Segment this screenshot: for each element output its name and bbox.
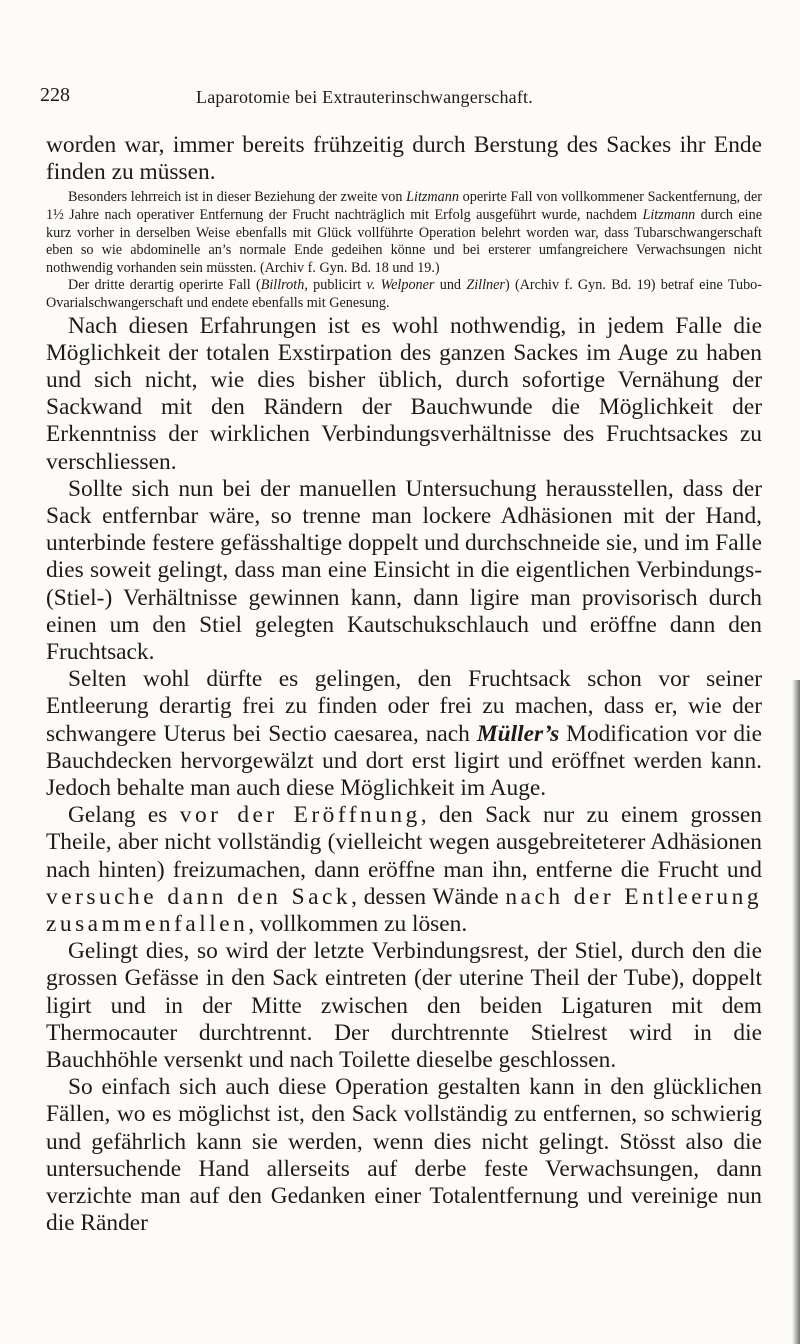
text-run: , vollkommen zu lösen. [248,911,468,938]
text-run: operirte Fall von vollkommener Sackentfernung, der 1½ Jahre nach operativer Entfernung der Frucht nachträglich mit Erfolg ausgeführt wurde, nachdem [46,189,763,223]
emphasis-spaced: vor der Eröffnung [179,802,421,829]
paragraph-5: Sollte sich nun bei der manuellen Untersuchung herausstellen, dass der Sack entfernbar wäre, so trenne man lockere Adhäsionen mit der Hand, unterbinde festere gefässhaltige doppelt und durchschneide sie, und im Falle dies soweit gelingt, dass man eine Einsicht in die eigentlichen Verbindungs- (Stiel-) Verhältnisse gewinnen kann, dann ligire man provisorisch durch einen um den Stiel gelegten Kautschukschlauch und eröffne dann den Fruchtsack. [46,475,762,665]
text-run: Der dritte derartig operirte Fall ( [68,277,261,294]
author-name: Zillner [466,277,505,294]
author-name: Litzmann [642,207,696,223]
paragraph-7 [46,802,762,938]
text-run: Modification vor die Bauchdecken hervorgewälzt und dort erst ligirt und eröffnet werden kann. Jedoch behalte man auch diese Möglichkeit im Auge. [46,720,762,802]
paragraph-2-note [46,189,762,277]
paragraph-9: So einfach sich auch diese Operation gestalten kann in den glücklichen Fällen, wo es möglichst ist, den Sack vollständig zu entfernen, so schwierig und gefährlich kann sie werden, wenn dies nicht gelingt. Stösst also die untersuchende Hand allerseits auf derbe feste Verwachsungen, dann verzichte man auf den Gedanken einer Totalentfernung und vereinige nun die Ränder [46,1074,762,1237]
paragraph-8: Gelingt dies, so wird der letzte Verbindungsrest, der Stiel, durch den die grossen Gefässe in den Sack eintreten (der uterine Theil der Tube), doppelt ligirt und in der Mitte zwischen den beiden Ligaturen mit dem Thermocauter durchtrennt. Der durchtrennte Stielrest wird in die Bauchhöhle versenkt und nach Toilette dieselbe geschlossen. [46,938,762,1074]
text-run: , dessen Wände [351,883,506,910]
paragraph-1: worden war, immer bereits frühzeitig durch Berstung des Sackes ihr Ende finden zu müssen. [46,132,762,186]
running-title: Laparotomie bei Extrauterinschwangerschaft. [196,87,533,107]
paragraph-4: Nach diesen Erfahrungen ist es wohl nothwendig, in jedem Falle die Möglichkeit der totalen Exstirpation des ganzen Sackes im Auge zu haben und sich nicht, wie dies bisher üblich, durch sofortige Vernähung der Sackwand mit den Rändern der Bauchwunde die Möglichkeit der Erkenntniss der wirklichen Verbindungsverhältnisse des Fruchtsackes zu verschliessen. [46,312,762,475]
text-run: Besonders lehrreich ist in dieser Beziehung der zweite von [68,189,407,206]
text-run: durch eine kurz vorher in derselben Weise ebenfalls mit Glück vollführte Operation belehrt worden war, dass Tubarschwangerschaft eben so wie abdominelle an’s normale Ende gedeihen könne und bei ersterer umfangreichere Verwachsungen nicht nothwendig vorhanden sein müssten. (Archiv f. Gyn. Bd. 18 und 19.) [46,207,762,276]
page-number: 228 [40,84,70,106]
text-run: , den Sack nur zu einem grossen Theile, aber nicht vollständig (vielleicht wegen ausgebreiteterer Adhäsionen nach hinten) freizumachen, dann eröffne man ihn, entferne die Frucht und [46,802,763,883]
emphasis-spaced: versuche dann den Sack [46,883,352,910]
emphasis-spaced: nach der Entleerung zusammenfallen [46,883,763,938]
text-run: ) (Archiv f. Gyn. Bd. 19) betraf eine Tubo-Ovarialschwangerschaft und endete ebenfalls mit Genesung. [46,277,762,311]
text-run: und [434,277,467,294]
paragraph-3-note [46,277,762,312]
author-name: Billroth [260,277,305,294]
author-name: v. Welponer [366,277,435,294]
text-body [46,132,762,1237]
text-run: , publicirt [304,277,367,294]
text-run: Gelang es [68,802,180,829]
paragraph-6 [46,666,762,802]
text-run: Selten wohl dürfte es gelingen, den Fruchtsack schon vor seiner Entleerung derartig frei zu finden oder frei zu machen, dass er, wie der schwangere Uterus bei Sectio caesarea, nach [46,666,762,747]
author-name: Müller’s [476,720,560,747]
page-edge-shadow [792,680,800,1344]
author-name: Litzmann [406,189,459,206]
